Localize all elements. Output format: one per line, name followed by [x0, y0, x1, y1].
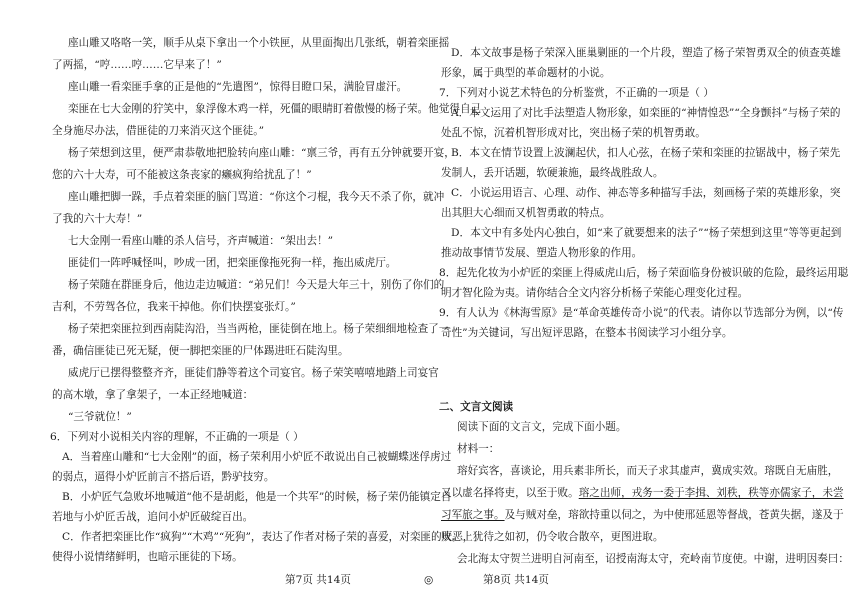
line-text: A．本文运用了对比手法塑造人物形象，如栾匪的“神情惶恐”“全身颤抖”与杨子荣的: [451, 107, 841, 119]
right-text-line: [439, 266, 848, 280]
left-text-line: [68, 36, 449, 50]
line-text: 形象，属于典型的革命题材的小说。: [441, 67, 611, 79]
line-text: 威虎厅已摆得整整齐齐，匪徒们静等着这个司宴官。杨子荣笑嘻嘻地踏上司宴官: [68, 367, 439, 379]
line-text: 座山雕把脚一跺，手点着栾匪的脑门骂道：“你这个刁棍，我今天不杀了你，就冲: [68, 191, 445, 203]
right-text-line: [441, 166, 663, 180]
left-text-line: [52, 470, 274, 484]
line-text: D．本文中有多处内心独白，如“来了就要想来的法子”“杨子荣想到这里”等等更起到: [451, 227, 842, 239]
line-text: 杨子荣把栾匪拉到西南陡沟沿，当当两枪，匪徒倒在地上。杨子荣细细地检查了一: [68, 323, 450, 335]
left-text-line: [52, 344, 349, 358]
line-text: “三爷就位！”: [68, 411, 132, 423]
line-text: 使得小说情绪鲜明，也暗示匪徒的下场。: [52, 551, 243, 563]
left-text-line: [68, 234, 333, 248]
line-text: 若地与小炉匠舌战，追问小炉匠破绽百出。: [52, 511, 254, 523]
right-text-line: [441, 246, 642, 260]
line-text: D．本文故事是杨子荣深入匪巢剿匪的一个片段，塑造了杨子荣智勇双全的侦查英雄: [451, 47, 841, 59]
line-text: 瑢好宾客，喜谈论，用兵素非所长，而天子求其虚声，冀成实效。瑢既自无庙胜，: [457, 465, 839, 477]
left-text-line: [68, 410, 132, 424]
line-text: 座山雕又咯咯一笑，顺手从桌下拿出一个小铁匣，从里面掏出几张纸，朝着栾匪摇: [68, 37, 450, 49]
line-text: 处乱不惊，沉着机智形成对比，突出杨子荣的机智勇敢。: [441, 127, 706, 139]
line-text: 二、文言文阅读: [439, 401, 514, 413]
left-text-line: [68, 80, 407, 94]
right-text-line: [439, 86, 714, 100]
line-text: 座山雕一看栾匪手拿的正是他的“先遣图”，惊得目瞪口呆，满脸冒虚汗。: [68, 81, 408, 93]
left-text-line: [52, 300, 296, 314]
line-text: 杨子荣随在群匪身后，他边走边喊道：“弟兄们！今天是大年三十，别伤了你们的: [68, 279, 445, 291]
line-text: 发制人，丢开话题，软硬兼施，最终战胜敌人。: [441, 167, 664, 179]
left-text-line: [62, 530, 473, 544]
line-text: C．作者把栾匪比作“疯狗”“木鸡”“死狗”，表达了作者对杨子荣的喜爱，对栾匪的厌恶，: [62, 531, 474, 543]
left-text-line: [52, 510, 253, 524]
right-text-line: [441, 286, 748, 300]
left-text-line: [52, 550, 243, 564]
line-text: B．本文在情节设置上波澜起伏，扣人心弦，在杨子荣和栾匪的拉锯战中，杨子荣先: [451, 147, 841, 159]
left-text-line: [52, 124, 264, 138]
line-text-rest: 及与贼对垒，瑢欲持重以伺之，为中使邢延恩等督战，苍黄失据，遂及于: [504, 509, 844, 521]
line-text: 7．下列对小说艺术特色的分析鉴赏，不正确的一项是（ ）: [439, 87, 714, 99]
right-text-line: [451, 226, 841, 240]
right-text-line: [457, 464, 838, 478]
right-text-line: [439, 306, 843, 320]
left-text-line: [50, 430, 304, 444]
line-text: 阅读下面的文言文，完成下面小题。: [457, 421, 627, 433]
line-text: 杨子荣想到这里，便严肃恭敬地把脸转向座山雕：“禀三爷，再有五分钟就要开宴，: [68, 147, 455, 159]
right-text-line: [441, 126, 706, 140]
left-text-line: [68, 102, 481, 116]
left-text-line: [52, 212, 142, 226]
left-text-line: [68, 278, 444, 292]
line-text: 明才智化险为夷。请你结合全文内容分析杨子荣能心理变化过程。: [441, 287, 749, 299]
right-text-line: [441, 530, 663, 544]
right-text-line: [451, 46, 841, 60]
left-text-line: [68, 146, 455, 160]
right-text-line: [451, 146, 840, 160]
right-text-line: [457, 420, 627, 434]
left-text-line: [62, 450, 451, 464]
right-text-line: [441, 326, 732, 340]
line-text: 吉利，不劳驾各位，我来干掉他。你们快摆宴张灯。”: [52, 301, 296, 313]
right-text-line: [457, 442, 499, 456]
right-text-line: [451, 186, 840, 200]
underlined-text: 习军旅之事。: [441, 509, 505, 521]
left-text-line: [68, 256, 396, 270]
line-text: 的高木墩，拿了拿架子，一本正经地喊道：: [52, 389, 254, 401]
line-text: 您的六十大寿，可不能被这条丧家的癞疯狗给扰乱了！”: [52, 169, 312, 181]
line-text: 奇性”为关键词，写出短评思路，在整本书阅读学习小组分享。: [441, 327, 733, 339]
left-text-line: [52, 58, 222, 72]
right-page-number: 第8页 共14页: [483, 574, 549, 586]
line-text: C．小说运用语言、心理、动作、神态等多种描写手法，刻画杨子荣的英雄形象，突: [451, 187, 841, 199]
right-text-line: [457, 552, 849, 566]
line-text: 番，确信匪徒已死无疑，便一脚把栾匪的尸体踢进旺石陡沟里。: [52, 345, 349, 357]
left-text-line: [62, 490, 451, 504]
line-text: 9．有人认为《林海雪原》是“革命英雄传奇小说”的代表。请你以节选部分为例，以“传: [439, 307, 844, 319]
underlined-text: 瑢之出师，戎务一委于李揖、刘秩，秩等亦儒家子，未尝: [578, 487, 844, 499]
left-text-line: [68, 190, 444, 204]
left-text-line: [68, 322, 449, 336]
line-text: 出其胆大心细而又机智勇敢的特点。: [441, 207, 611, 219]
line-text: A．当着座山雕和“七大金刚”的面，杨子荣利用小炉匠不敢说出自己被蝴蝶迷俘虏过: [62, 451, 452, 463]
line-text: 8．起先化妆为小炉匠的栾匪上得威虎山后，杨子荣面临身份被识破的危险，最终运用聪: [439, 267, 849, 279]
left-text-line: [52, 388, 253, 402]
line-text: 全身施尽办法，借匪徒的刀来消灭这个匪徒。”: [52, 125, 264, 137]
line-text: 材料一：: [457, 443, 500, 455]
right-text-line: [451, 106, 841, 120]
line-text: 又以虚名择将吏，以至于败。: [441, 487, 579, 499]
line-text: 会北海太守贺兰进明自河南至，诏授南海太守，充岭南节度使。中谢，进明因奏曰：: [457, 553, 849, 565]
line-text: 了两摇，“哼……哼……它早来了！”: [52, 59, 222, 71]
line-text: B．小炉匠气急败坏地喊道“他不是胡彪，他是一个共军”的时候，杨子荣仍能镇定自: [62, 491, 452, 503]
line-text: 匪徒们一阵呼喊怪叫，吵成一团，把栾匪像拖死狗一样，拖出威虎厅。: [68, 257, 397, 269]
line-text: 6．下列对小说相关内容的理解，不正确的一项是（ ）: [50, 431, 304, 443]
line-text: 推动故事情节发展、塑造人物形象的作用。: [441, 247, 643, 259]
line-text: 败。上犹待之如初，仍令收合散卒，更图进取。: [441, 531, 664, 543]
line-text: 的弱点，逼得小炉匠前言不搭后语，黔驴技穷。: [52, 471, 275, 483]
right-text-line: [441, 206, 611, 220]
line-text: 了我的六十大寿！”: [52, 213, 143, 225]
left-text-line: [52, 168, 312, 182]
line-text: 栾匪在七大金刚的狞笑中，象浮像木鸡一样，死僵的眼睛盯着傲慢的杨子荣。他觉得自己: [68, 103, 482, 115]
right-text-line: [441, 486, 844, 500]
right-text-line: [441, 508, 844, 522]
right-text-line: [439, 400, 513, 414]
left-page-number: 第7页 共14页: [285, 574, 351, 586]
left-text-line: [68, 366, 439, 380]
page-fold-mark: ◎: [424, 574, 434, 586]
line-text: 七大金刚一看座山雕的杀人信号，齐声喊道：“架出去！”: [68, 235, 334, 247]
right-text-line: [441, 66, 611, 80]
